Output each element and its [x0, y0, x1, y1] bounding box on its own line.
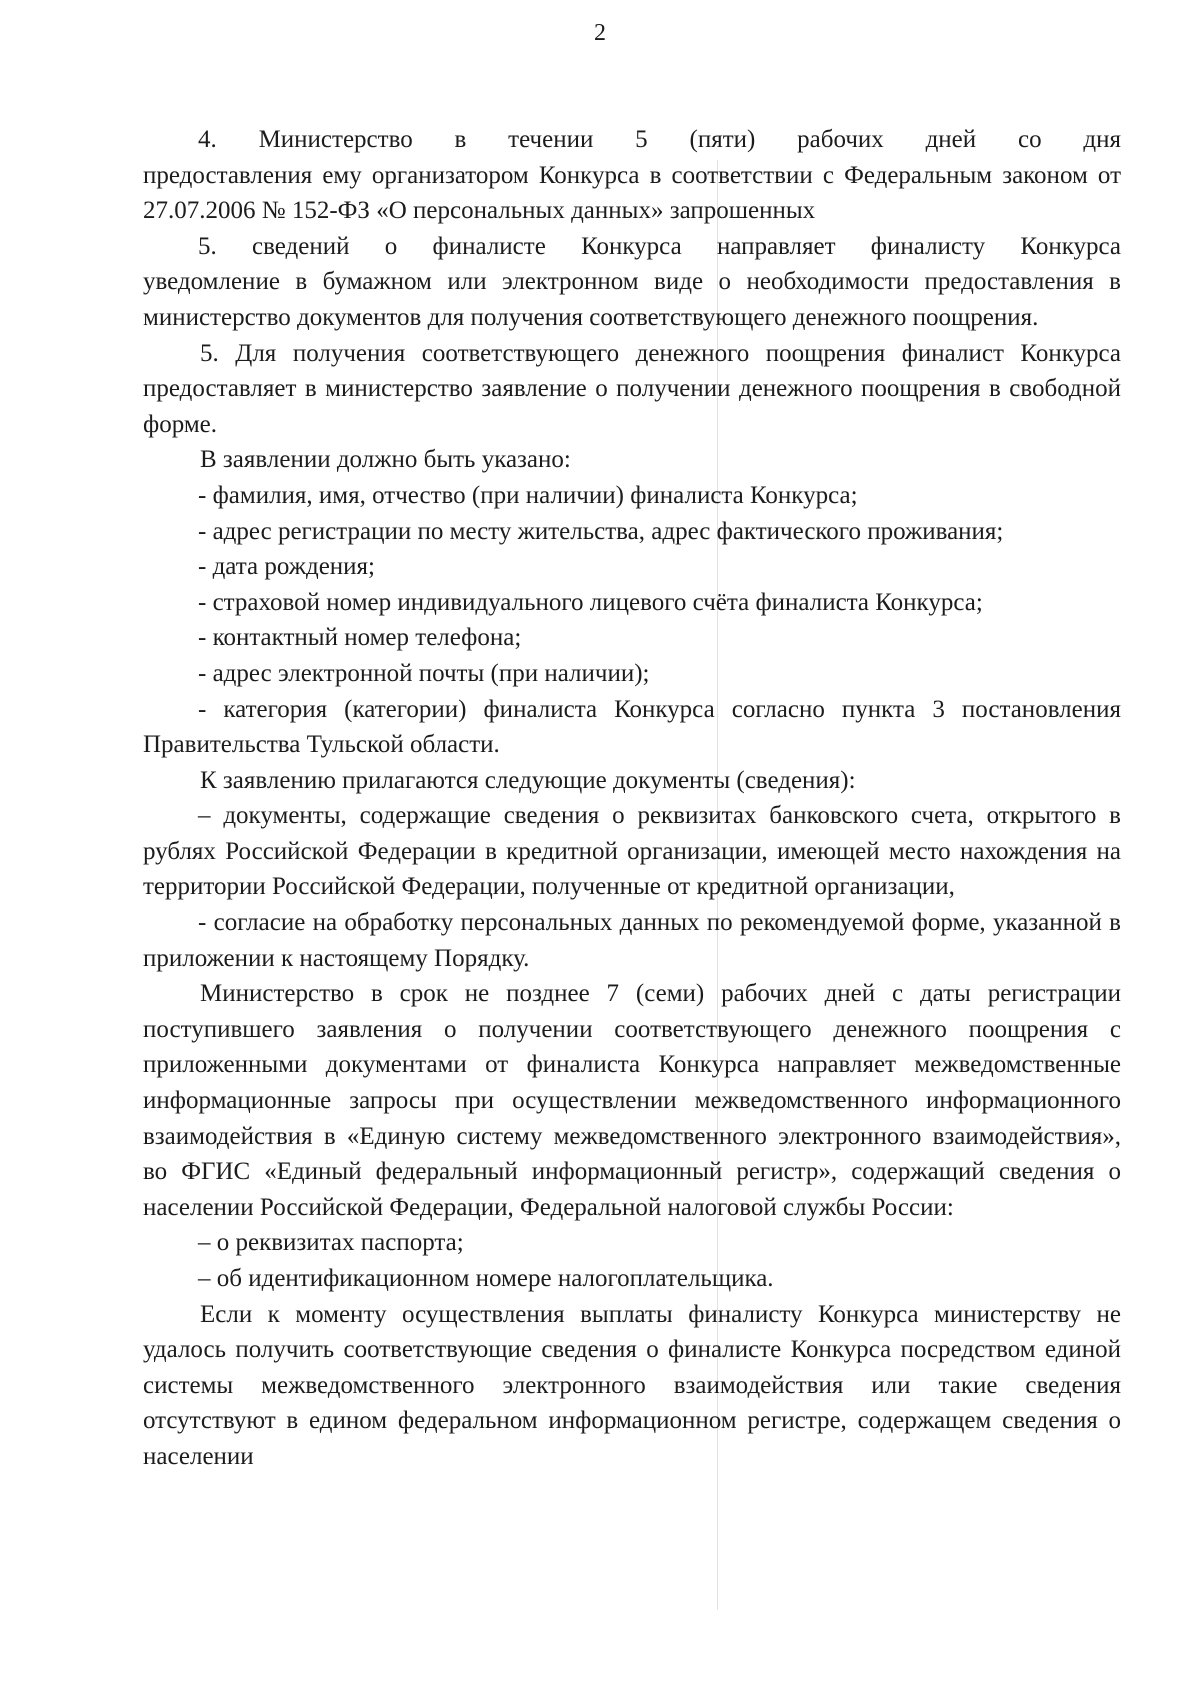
list-item: - категория (категории) финалиста Конкурса согласно пункта 3 постановления Правительства Тульской области. [143, 695, 1121, 759]
paragraph-ministry-requests: Министерство в срок не позднее 7 (семи) рабочих дней с даты регистрации поступившего заявления о получении соответствующего денежного поощрения с приложенными документами от финалиста Конкурса направляет межведомственные информационные запросы при осуществлении межведомственного информационного взаимодействия в «Единую систему межведомственного электронного взаимодействия», во ФГИС «Единый федеральный информационный регистр», содержащий сведения о населении Российской Федерации, Федеральной налоговой службы России: [143, 980, 1121, 1221]
list-item: - согласие на обработку персональных данных по рекомендуемой форме, указанной в приложении к настоящему Порядку. [143, 909, 1121, 972]
list-item: – об идентификационном номере налогоплательщика. [198, 1265, 774, 1292]
paragraph-4-continuation: предоставления ему организатором Конкурса в соответствии с Федеральным законом от 27.07.2006 № 152-ФЗ «О персональных данных» запрошенных [143, 161, 1121, 225]
paragraph-5-continuation: уведомление в бумажном или электронном виде о необходимости предоставления в министерство документов для получения соответствующего денежного поощрения. [143, 268, 1121, 331]
list-item: – документы, содержащие сведения о реквизитах банковского счета, открытого в рублях Российской Федерации в кредитной организации, имеющей место нахождения на территории Российской Федерации, полученные от кредитной организации, [143, 802, 1121, 901]
list-item: - страховой номер индивидуального лицевого счёта финалиста Конкурса; [198, 588, 983, 616]
document-body [143, 122, 1121, 1475]
list-item: - адрес регистрации по месту жительства, адрес фактического проживания; [198, 517, 1004, 545]
page-number: 2 [594, 20, 606, 46]
paragraph-application-contents: В заявлении должно быть указано: [200, 446, 571, 474]
paragraph-4-line-1: 4. Министерство в течении 5 (пяти) рабочих дней со дня [198, 126, 1121, 153]
paragraph-attachments: К заявлению прилагаются следующие документы (сведения): [200, 766, 856, 794]
paragraph-5-application: 5. Для получения соответствующего денежного поощрения финалист Конкурса предоставляет в министерство заявление о получении денежного поощрения в свободной форме. [143, 339, 1121, 438]
list-item: - контактный номер телефона; [198, 624, 522, 652]
list-item: - адрес электронной почты (при наличии); [198, 659, 650, 687]
list-item: – о реквизитах паспорта; [198, 1229, 464, 1257]
paragraph-5-line-1: 5. сведений о финалисте Конкурса направляет финалисту Конкурса [198, 232, 1121, 260]
list-item: - фамилия, имя, отчество (при наличии) финалиста Конкурса; [198, 481, 858, 509]
paragraph-if-not-received: Если к моменту осуществления выплаты финалисту Конкурса министерству не удалось получить соответствующие сведения о финалисте Конкурса посредством единой системы межведомственного электронного взаимодействия или такие сведения отсутствуют в едином федеральном информационном регистре, содержащем сведения о населении [143, 1300, 1121, 1470]
list-item: - дата рождения; [198, 553, 375, 581]
